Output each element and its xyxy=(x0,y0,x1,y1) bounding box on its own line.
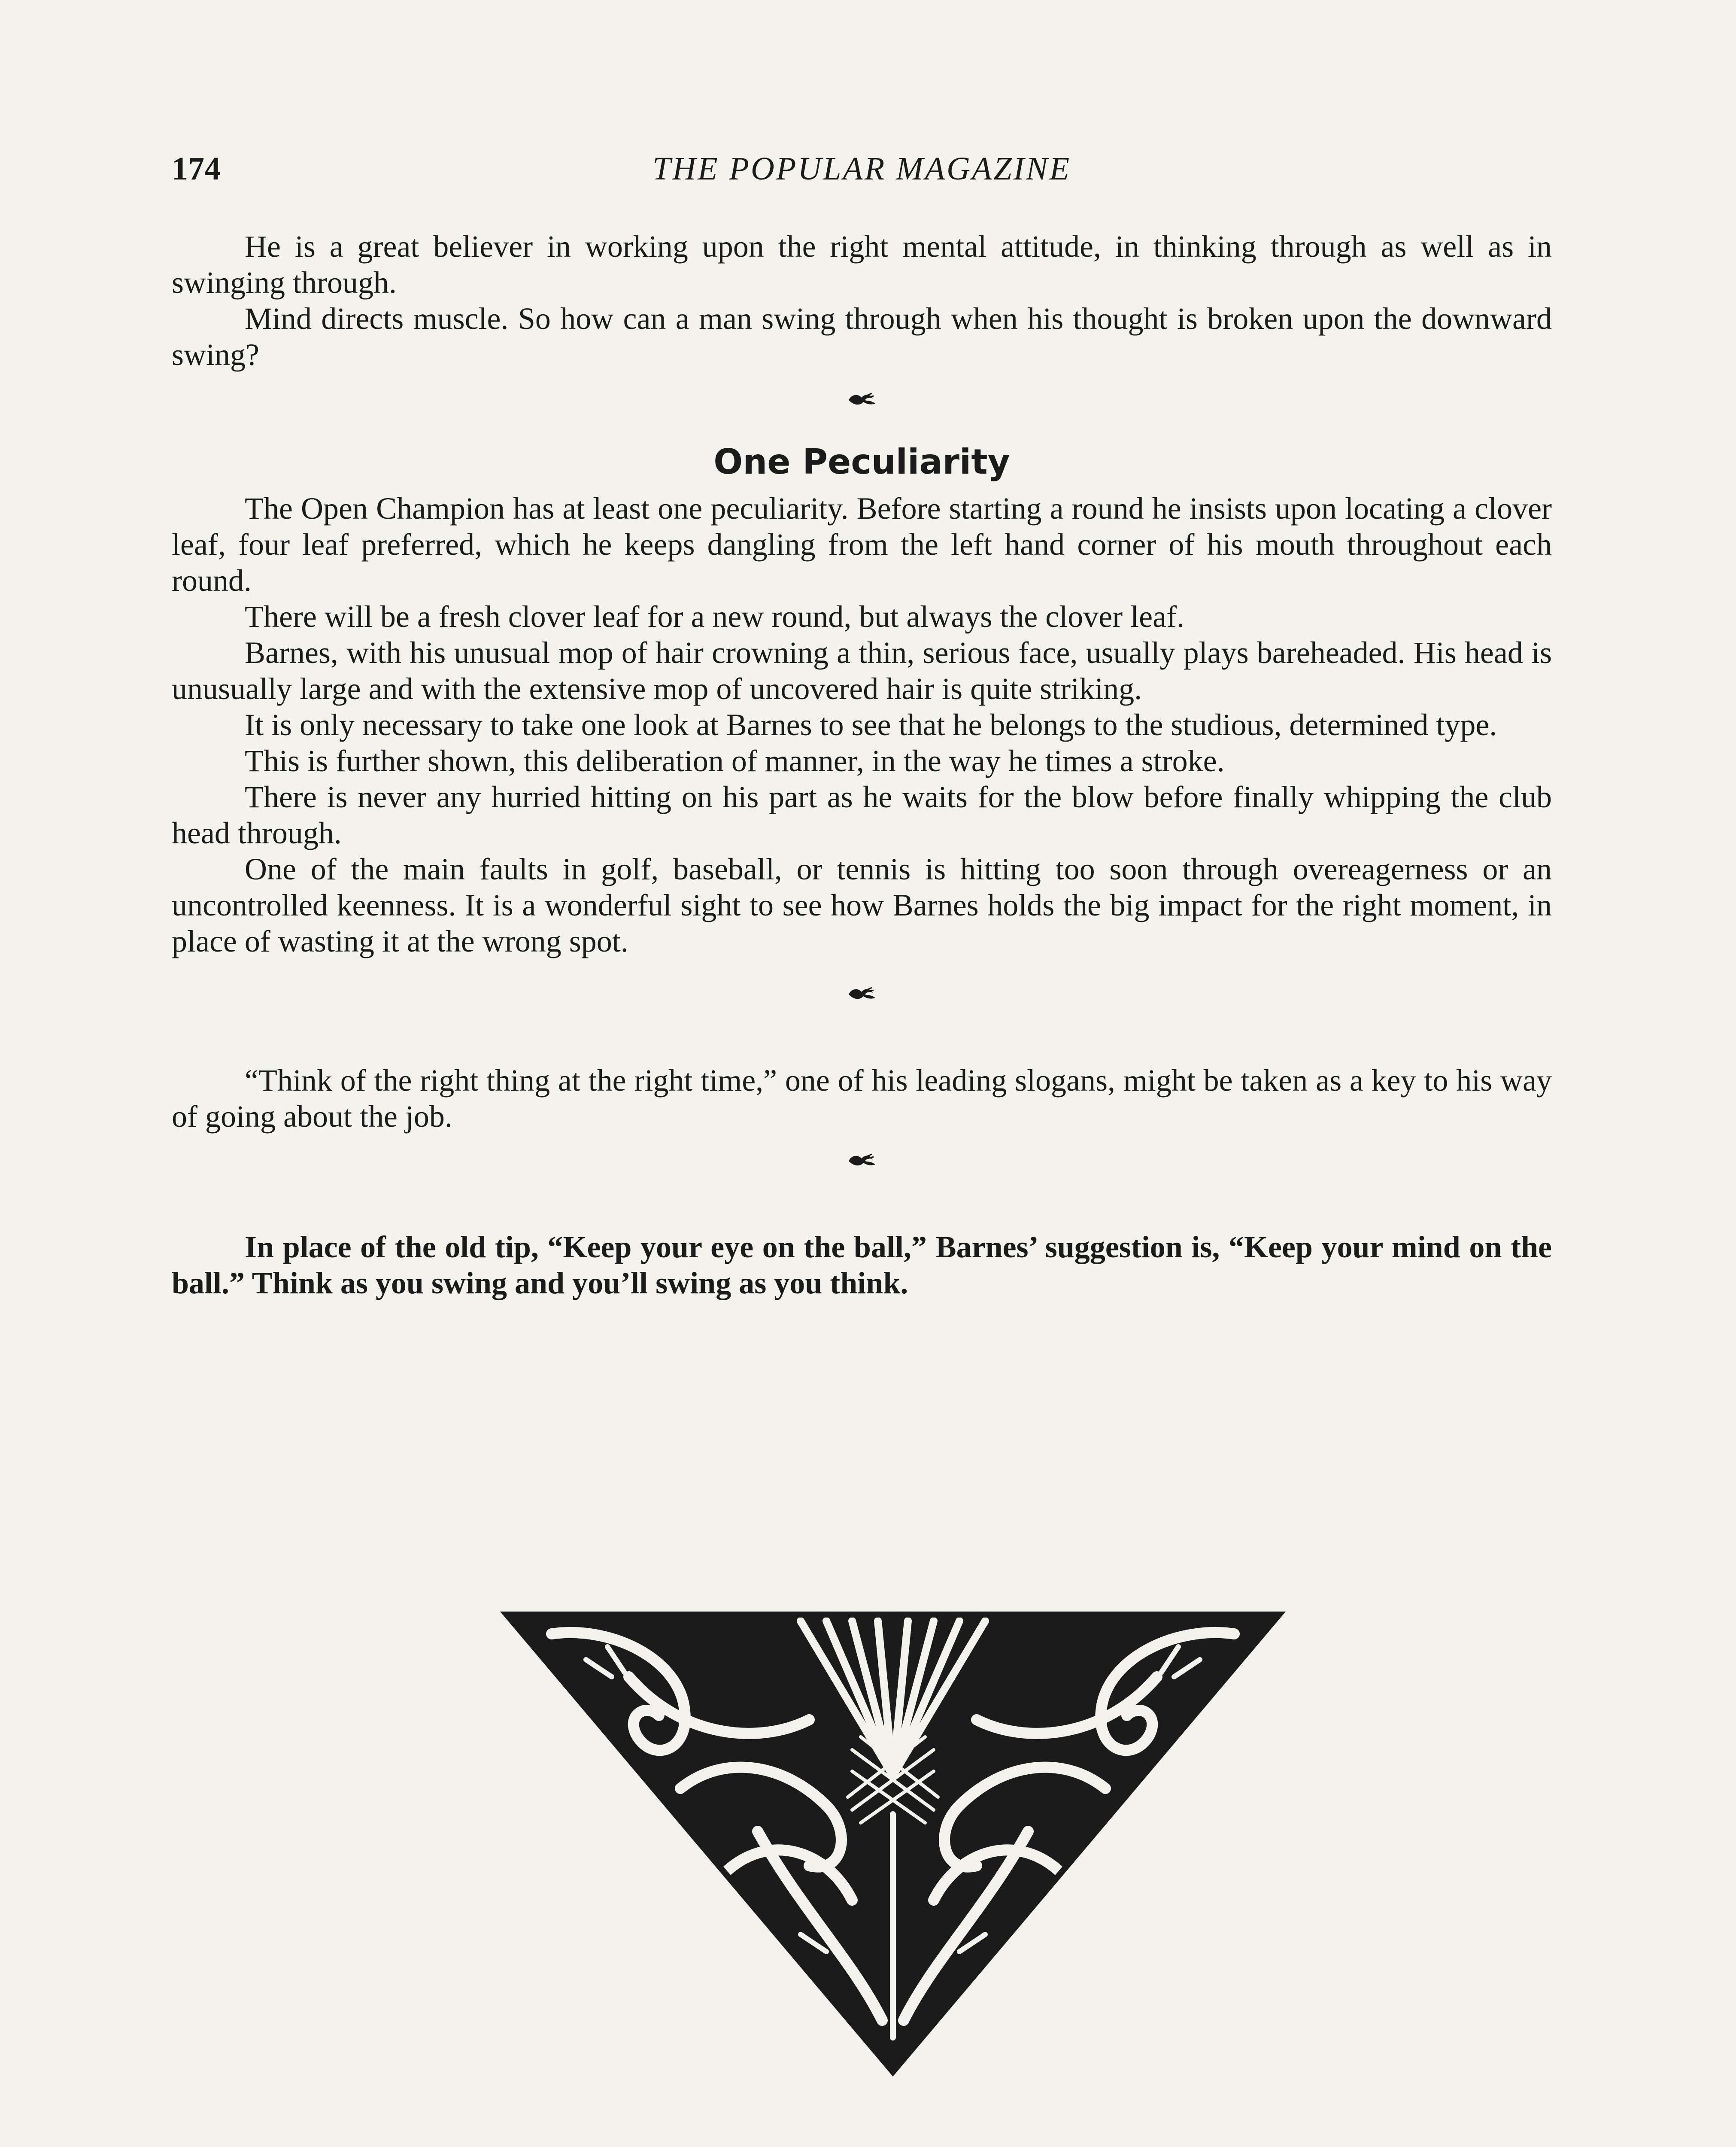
hand-fleuron-icon xyxy=(172,985,1552,1049)
paragraph: The Open Champion has at least one peculiarity. Before starting a round he insists upon locating a clover leaf, four leaf preferred, which he keeps dangling from the left hand corner of his mouth throughout each round. xyxy=(172,491,1552,598)
section-heading: One Peculiarity xyxy=(713,442,1010,482)
paragraph: One of the main faults in golf, baseball, or tennis is hitting too soon through overeagerness or an uncontrolled keenness. It is a wonderful sight to see how Barnes holds the big impact for the right moment, in place of wasting it at the wrong spot. xyxy=(172,852,1552,958)
paragraph: Barnes, with his unusual mop of hair crowning a thin, serious face, usually plays bareheaded. His head is unusually large and with the extensive mop of uncovered hair is quite striking. xyxy=(172,636,1552,706)
running-title: THE POPULAR MAGAZINE xyxy=(652,151,1071,187)
page-header xyxy=(172,152,1552,195)
paragraph: He is a great believer in working upon the right mental attitude, in thinking through as well as in swinging through. xyxy=(172,229,1552,300)
page-number: 174 xyxy=(172,151,221,187)
paragraph: Mind directs muscle. So how can a man swing through when his thought is broken upon the downward swing? xyxy=(172,301,1552,372)
hand-fleuron-icon xyxy=(172,1152,1552,1216)
paragraph: There will be a fresh clover leaf for a new round, but always the clover leaf. xyxy=(245,599,1185,634)
slogan-paragraph: “Think of the right thing at the right time,” one of his leading slogans, might be taken as a key to his way of going about the job. xyxy=(172,1063,1552,1134)
hand-fleuron-icon xyxy=(172,391,1552,434)
paragraph: This is further shown, this deliberation of manner, in the way he times a stroke. xyxy=(245,744,1225,778)
closing-paragraph: In place of the old tip, “Keep your eye on the ball,” Barnes’ suggestion is, “Keep your mind on the ball.” Think as you swing and you’ll swing as you think. xyxy=(172,1230,1552,1300)
paragraph: It is only necessary to take one look at Barnes to see that he belongs to the studious, determined type. xyxy=(245,708,1497,742)
paragraph: There is never any hurried hitting on his part as he waits for the blow before finally whipping the club head through. xyxy=(172,780,1552,850)
thistle-triangle-ornament xyxy=(500,1608,1286,2078)
article-body xyxy=(172,228,1552,1301)
